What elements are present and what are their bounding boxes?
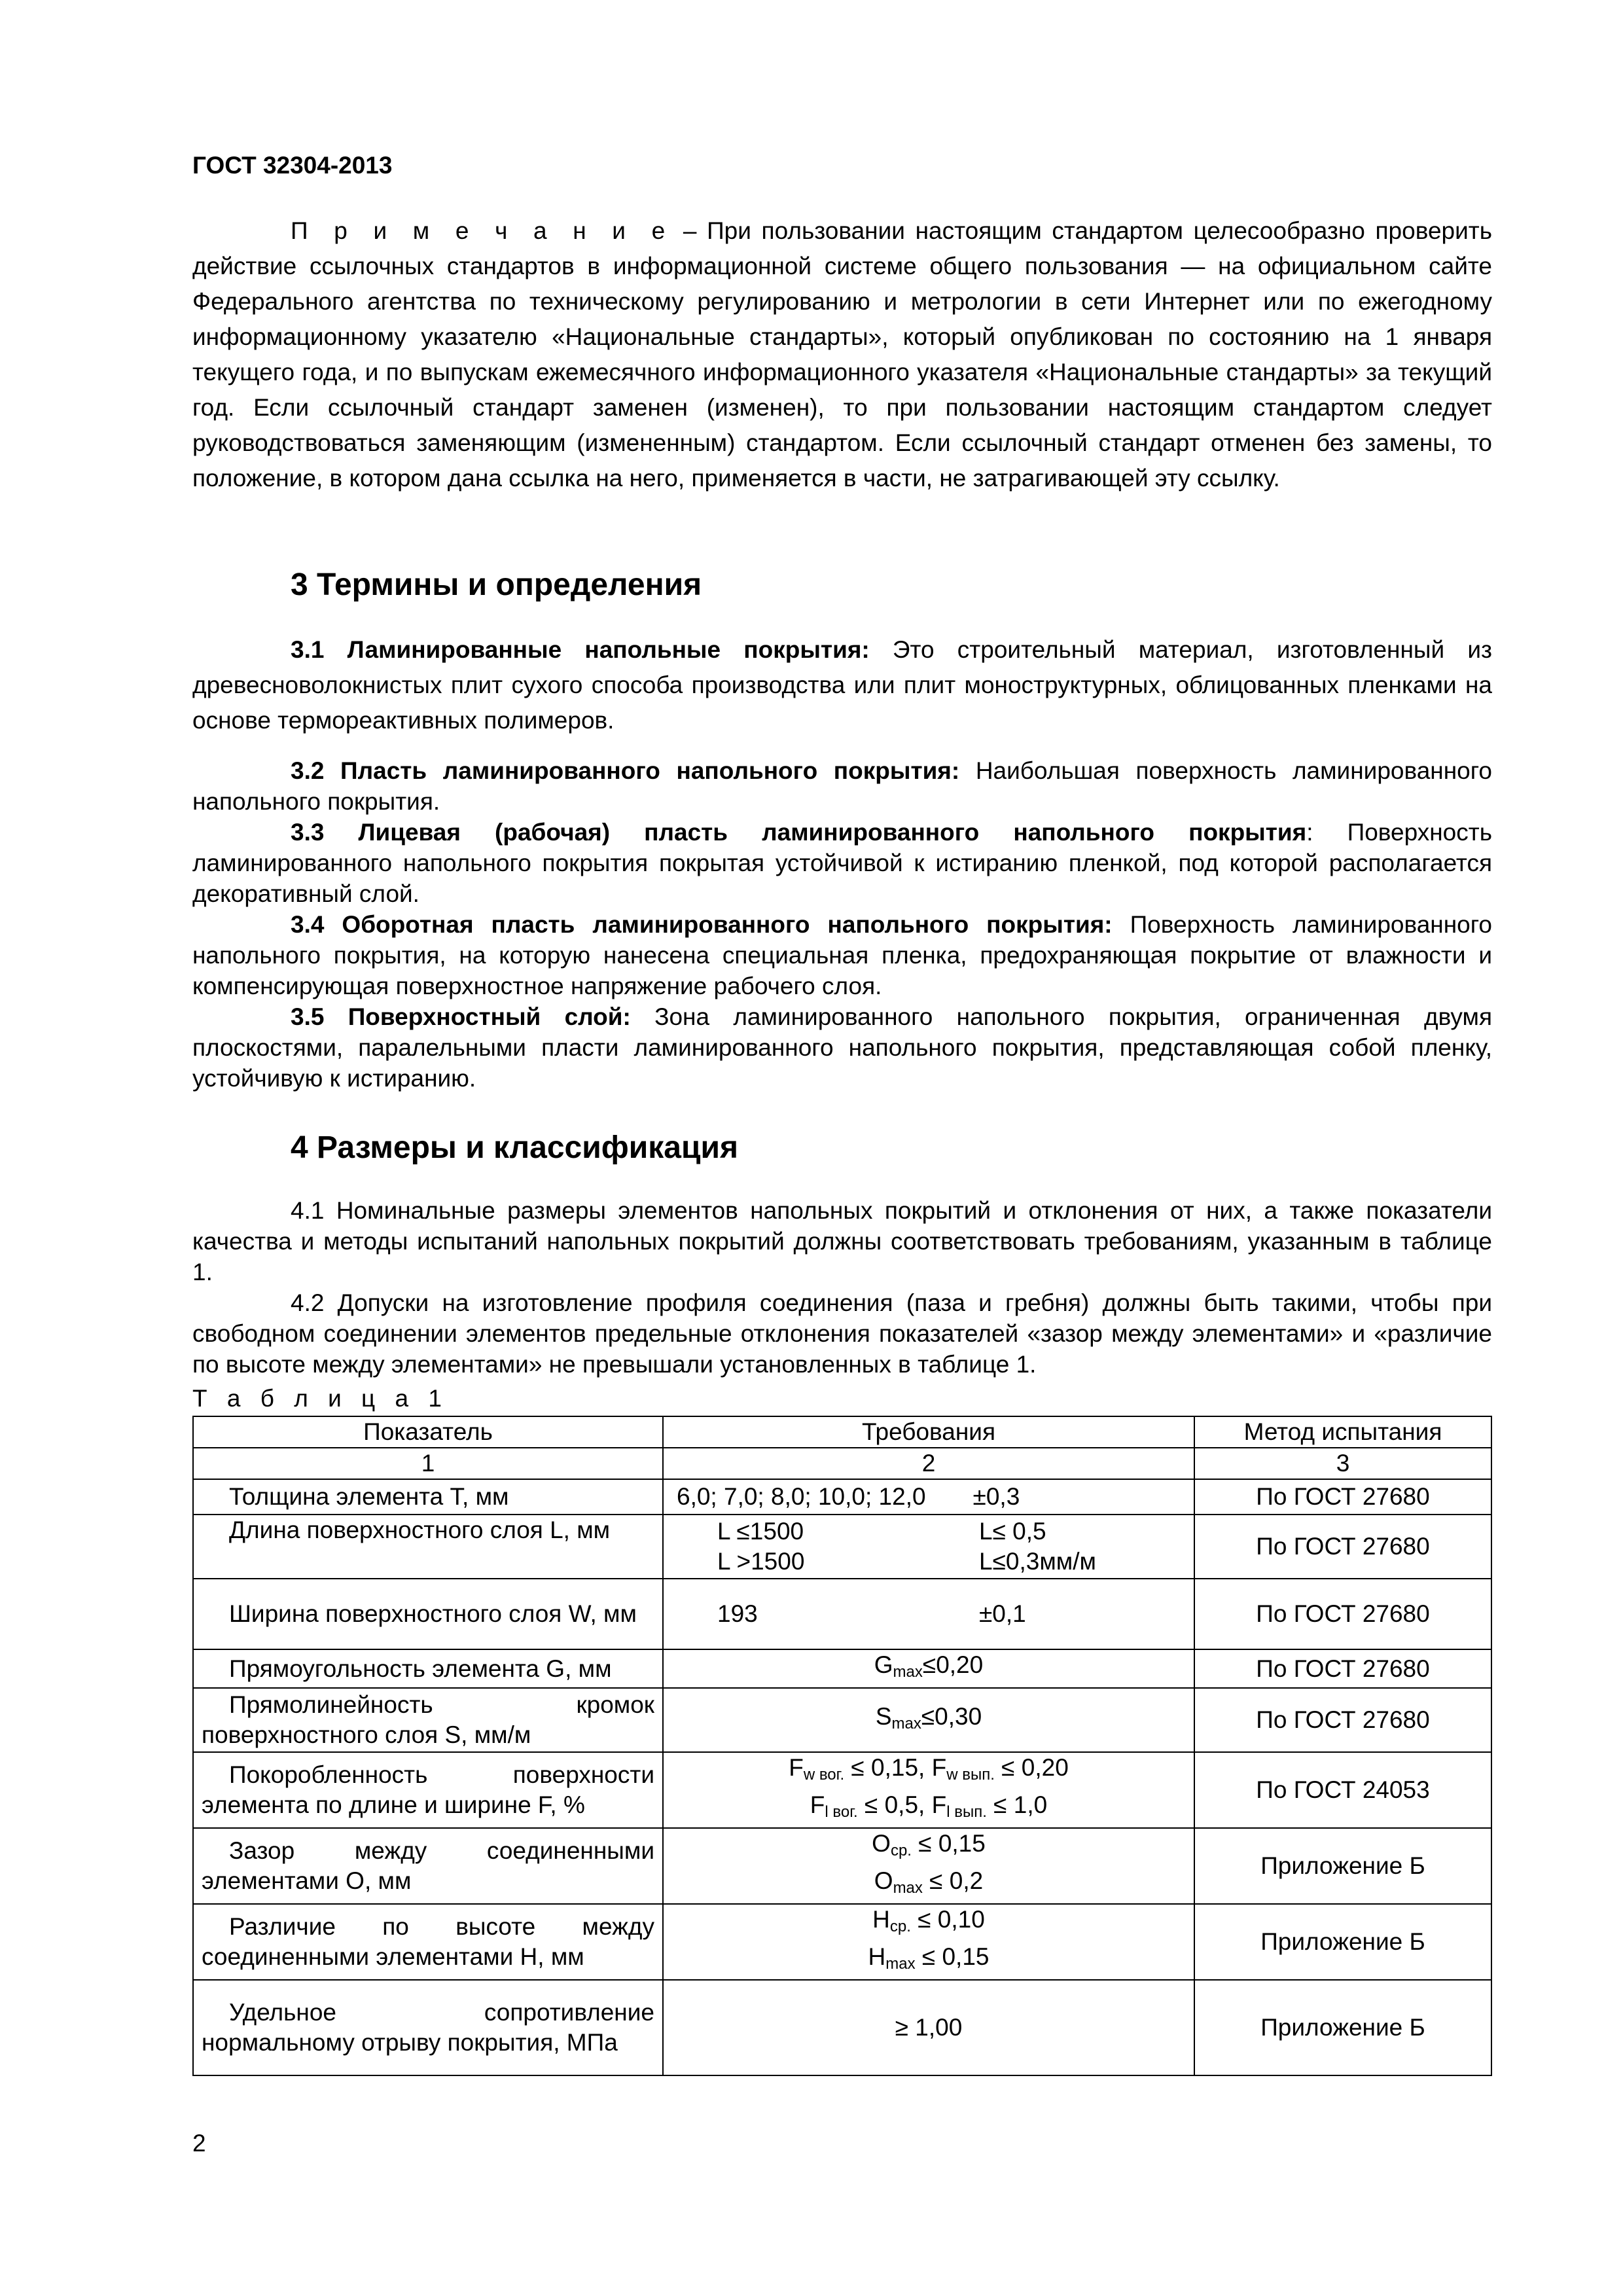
row-requirement [663,1688,1194,1752]
req-subscript: ср. [890,1842,912,1859]
req-value: L≤0,3мм/м [979,1548,1096,1575]
document-header: ГОСТ 32304-2013 [192,152,393,179]
table-number-row [193,1448,1491,1479]
row-indicator [193,1579,663,1649]
req-subscript: max [893,1879,923,1897]
note-label: П р и м е ч а н и е [291,217,673,244]
req-subscript: max [885,1955,916,1973]
table-row [193,1649,1491,1688]
req-value: ≤ 0,15 [915,1943,990,1970]
row-method: По ГОСТ 27680 [1194,1579,1491,1649]
paragraph-4-2: 4.2 Допуски на изготовление профиля соединения (паза и гребня) должны быть такими, чтобы при свободном соединении элементов предельные отклонения показателей «зазор между элементами» и «различие по высоте между элементами» не превышали установленных в таблице 1. [192,1289,1492,1378]
row-requirement: 6,0; 7,0; 8,0; 10,0; 12,0 ±0,3 [663,1479,1194,1515]
section-4-title: 4 Размеры и классификация [291,1130,738,1165]
row-method: По ГОСТ 27680 [1194,1479,1491,1515]
row-indicator-text: Прямолинейность кромок поверхностного слоя S, мм/м [202,1691,654,1748]
note-text: – При пользовании настоящим стандартом целесообразно проверить действие ссылочных стандартов в информационной системе общего пользования — на официальном сайте Федерального агентства по техническому регулированию и метрологии в сети Интернет или по ежегодному информационному указателю «Национальные стандарты», который опубликован по состоянию на 1 января текущего года, и по выпускам ежемесячного информационного указателя «Национальные стандарты» за текущий год. Если ссылочный стандарт заменен (изменен), то при пользовании настоящим стандартом следует руководствоваться заменяющим (измененным) стандартом. Если ссылочный стандарт отменен без замены, то положение, в котором дана ссылка на него, применяется в части, не затрагивающей эту ссылку. [192,217,1492,492]
row-requirement [663,1649,1194,1688]
table-row [193,1515,1491,1579]
term-3-3-title: 3.3 Лицевая (рабочая) пласть ламинированного напольного покрытия [291,819,1307,846]
req-value: ≤ 0,5, [857,1791,932,1818]
row-indicator: Прямоугольность элемента G, мм [193,1649,663,1688]
table-row [193,1980,1491,2075]
req-symbol: H [872,1906,890,1933]
req-symbol: O [872,1830,891,1857]
req-symbol: H [868,1943,886,1970]
page-number: 2 [192,2130,206,2157]
table-row [193,1904,1491,1980]
column-number: 2 [663,1448,1194,1479]
req-condition: L >1500 [717,1548,805,1575]
req-symbol: G [874,1651,893,1678]
req-value: ±0,1 [979,1600,1026,1627]
row-method: По ГОСТ 27680 [1194,1688,1491,1752]
section-4-paragraphs [192,1195,1492,1380]
requirements-table [192,1416,1492,2076]
row-requirement [663,1904,1194,1980]
req-value: ≤ 0,15 [911,1830,986,1857]
row-indicator [193,1688,663,1752]
term-3-4-title: 3.4 Оборотная пласть ламинированного напольного покрытия: [291,911,1113,938]
req-subscript: w вог. [803,1766,845,1784]
table-row [193,1828,1491,1904]
row-requirement [663,1579,1194,1649]
terms-3-2-to-3-5 [192,755,1492,1094]
row-indicator [193,1904,663,1980]
table-caption: Т а б л и ц а 1 [192,1385,448,1412]
req-symbol: F [931,1754,947,1781]
req-value: ≤ 0,10 [910,1906,985,1933]
row-method: Приложение Б [1194,1904,1491,1980]
row-method: Приложение Б [1194,1828,1491,1904]
term-3-2-text: Наибольшая поверхность ламинированного напольного покрытия. [192,757,1492,815]
header-indicator: Показатель [193,1416,663,1448]
term-3-4-text: Поверхность ламинированного напольного покрытия, на которую нанесена специальная пленка, предохраняющая покрытие от влажности и компенсирующая поверхностное напряжение рабочего слоя. [192,911,1492,999]
row-indicator [193,1828,663,1904]
table-row [193,1579,1491,1649]
row-indicator-text: Различие по высоте между соединенными элементами H, мм [202,1913,654,1970]
req-symbol: F [789,1754,804,1781]
req-subscript: l вог. [825,1803,858,1821]
row-requirement: ≥ 1,00 [663,1980,1194,2075]
row-indicator: Длина поверхностного слоя L, мм [193,1515,663,1579]
req-subscript: max [891,1714,921,1732]
req-condition: 193 [717,1600,758,1627]
req-symbol: S [875,1702,892,1730]
section-3-title: 3 Термины и определения [291,567,702,602]
row-indicator [193,1980,663,2075]
term-3-3-text: : Поверхность ламинированного напольного покрытия покрытая устойчивой к истиранию пленкой, под которой располагается декоративный слой. [192,819,1492,907]
term-3-5-text: Зона ламинированного напольного покрытия, ограниченная двумя плоскостями, паралельными пласти ламинированного напольного покрытия, представляющая собой пленку, устойчивую к истиранию. [192,1003,1492,1092]
column-number: 1 [193,1448,663,1479]
req-value: L≤ 0,5 [979,1518,1046,1545]
term-3-1-text: Это строительный материал, изготовленный из древесноволокнистых плит сухого способа производства или плит моноструктурных, облицованных пленками на основе термореактивных полимеров. [192,636,1492,734]
note-paragraph [192,213,1492,496]
req-condition: L ≤1500 [717,1518,804,1545]
req-value: ≤ 0,15, [844,1754,932,1781]
row-indicator [193,1752,663,1828]
row-method: По ГОСТ 27680 [1194,1515,1491,1579]
row-requirement [663,1828,1194,1904]
row-indicator-text: Зазор между соединенными элементами O, мм [202,1837,654,1894]
header-requirements: Требования [663,1416,1194,1448]
req-subscript: max [893,1663,923,1681]
row-indicator: Толщина элемента T, мм [193,1479,663,1515]
header-test-method: Метод испытания [1194,1416,1491,1448]
row-method: Приложение Б [1194,1980,1491,2075]
req-value: ≤ 0,20 [994,1754,1069,1781]
row-requirement [663,1752,1194,1828]
req-subscript: ср. [889,1918,911,1935]
req-subscript: w вып. [946,1766,995,1784]
row-indicator-text: Покоробленность поверхности элемента по длине и ширине F, % [202,1761,654,1818]
row-method: По ГОСТ 27680 [1194,1649,1491,1688]
req-value: ≤ 0,2 [922,1867,984,1894]
row-indicator-text: Ширина поверхностного слоя W, мм [229,1600,637,1627]
column-number: 3 [1194,1448,1491,1479]
table-header-row [193,1416,1491,1448]
table-row [193,1752,1491,1828]
term-3-1 [192,632,1492,738]
req-symbol: O [874,1867,893,1894]
row-indicator-text: Удельное сопротивление нормальному отрыву покрытия, МПа [202,1999,654,2056]
table-row [193,1479,1491,1515]
row-requirement [663,1515,1194,1579]
row-method: По ГОСТ 24053 [1194,1752,1491,1828]
paragraph-4-1: 4.1 Номинальные размеры элементов напольных покрытий и отклонения от них, а также показатели качества и методы испытаний напольных покрытий должны соответствовать требованиям, указанным в таблице 1. [192,1197,1492,1285]
term-3-1-title: 3.1 Ламинированные напольные покрытия: [291,636,870,663]
table-row [193,1688,1491,1752]
req-value: ≤0,30 [921,1702,982,1730]
req-symbol: F [810,1791,825,1818]
req-subscript: l вып. [946,1803,987,1821]
req-symbol: F [931,1791,947,1818]
term-3-5-title: 3.5 Поверхностный слой: [291,1003,631,1030]
req-value: ≤ 1,0 [986,1791,1048,1818]
term-3-2-title: 3.2 Пласть ламинированного напольного покрытия: [291,757,960,784]
req-value: ≤0,20 [922,1651,984,1678]
